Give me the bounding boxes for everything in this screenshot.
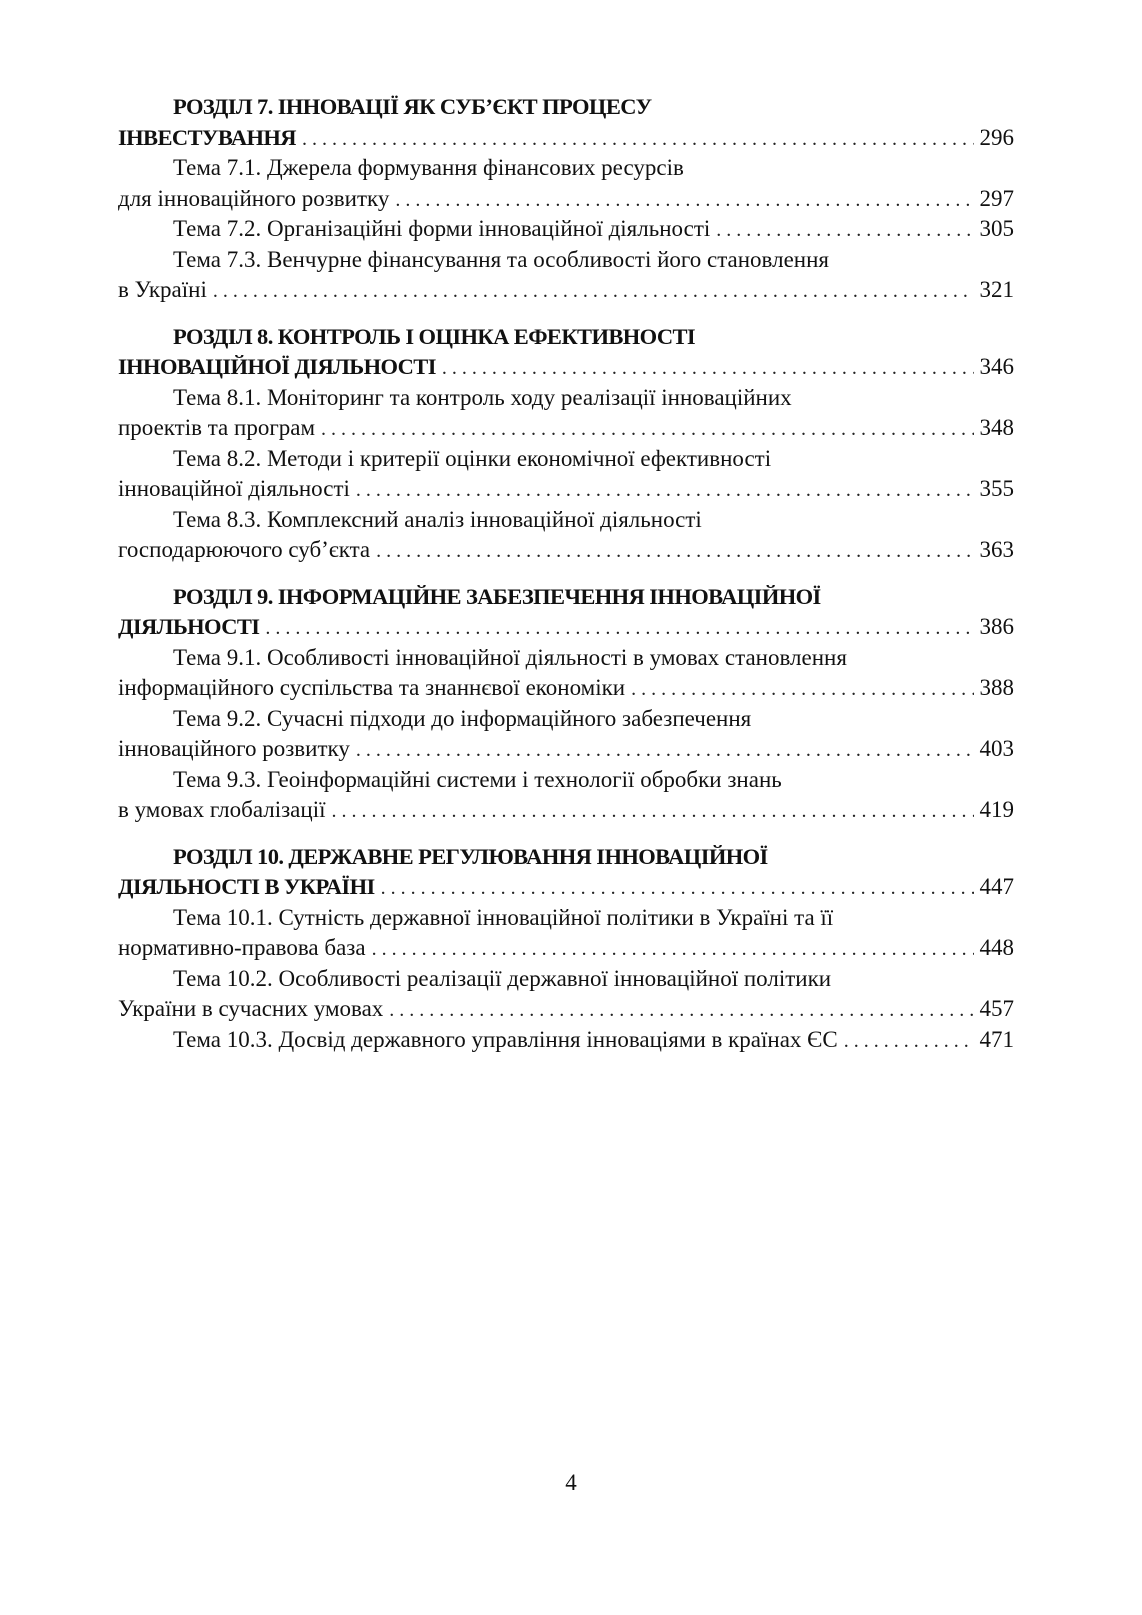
topic-title: Тема 8.2. Методи і критерії оцінки економічної ефективності	[173, 445, 772, 471]
toc-section-9	[118, 582, 1014, 826]
leader-dots	[442, 353, 974, 384]
section-title: РОЗДІЛ 8. КОНТРОЛЬ І ОЦІНКА ЕФЕКТИВНОСТІ	[173, 323, 696, 349]
leader-dots	[213, 276, 974, 307]
toc-entry[interactable]: Тема 10.3. Досвід державного управління інноваціями в країнах ЄС . . . 471	[118, 1025, 1014, 1056]
section-title: РОЗДІЛ 9. ІНФОРМАЦІЙНЕ ЗАБЕЗПЕЧЕННЯ ІННОВАЦІЙНОЇ	[173, 583, 821, 609]
leader-dots	[356, 475, 974, 506]
topic-title: Тема 9.2. Сучасні підходи до інформаційного забезпечення	[173, 705, 752, 731]
leader-dots	[389, 995, 973, 1026]
leader-dots	[844, 1026, 974, 1057]
topic-title: Тема 7.1. Джерела формування фінансових ресурсів	[173, 155, 684, 180]
toc-entry[interactable]: ІНВЕСТУВАННЯ . . . 296	[118, 123, 1014, 154]
toc-entry[interactable]: проектів та програм . . . 348	[118, 413, 1014, 444]
toc-section-7	[118, 92, 1014, 306]
topic-title: Тема 9.1. Особливості інноваційної діяльності в умовах становлення	[173, 644, 847, 670]
toc-section-10	[118, 842, 1014, 1056]
page-number: 4	[565, 1470, 577, 1495]
page-ref: 448	[979, 935, 1014, 960]
page-ref: 363	[979, 537, 1014, 562]
page-ref: 403	[979, 736, 1014, 761]
page-ref: 419	[979, 797, 1014, 822]
page-ref: 305	[979, 216, 1014, 241]
page-ref: 388	[979, 675, 1014, 700]
toc-entry[interactable]: інформаційного суспільства та знаннєвої економіки . . . 388	[118, 673, 1014, 704]
topic-title: Тема 9.3. Геоінформаційні системи і технології обробки знань	[173, 766, 782, 792]
toc-entry[interactable]: ДІЯЛЬНОСТІ . . . 386	[118, 612, 1014, 643]
topic-title: Тема 8.1. Моніторинг та контроль ходу реалізації інноваційних	[173, 384, 792, 410]
toc-section-8	[118, 322, 1014, 566]
leader-dots	[356, 735, 974, 766]
toc-entry[interactable]: України в сучасних умовах . . . 457	[118, 994, 1014, 1025]
topic-title: Тема 7.3. Венчурне фінансування та особливості його становлення	[173, 246, 829, 272]
page-ref: 297	[979, 185, 1014, 211]
section-title: РОЗДІЛ 7. ІННОВАЦІЇ ЯК СУБ’ЄКТ ПРОЦЕСУ	[173, 94, 652, 119]
leader-dots	[265, 613, 973, 644]
leader-dots	[302, 124, 974, 155]
page-ref: 386	[979, 614, 1014, 639]
toc-entry[interactable]: ІННОВАЦІЙНОЇ ДІЯЛЬНОСТІ . . . 346	[118, 352, 1014, 383]
page-ref: 296	[979, 124, 1014, 150]
toc-entry[interactable]: для інноваційного розвитку . . . 297	[118, 184, 1014, 215]
toc-entry[interactable]: в Україні . . . 321	[118, 275, 1014, 306]
leader-dots	[372, 934, 974, 965]
section-title: РОЗДІЛ 10. ДЕРЖАВНЕ РЕГУЛЮВАННЯ ІННОВАЦІЙНОЇ	[173, 843, 768, 869]
leader-dots	[631, 674, 973, 705]
leader-dots	[381, 873, 974, 904]
toc-entry[interactable]: інноваційного розвитку . . . 403	[118, 734, 1014, 765]
leader-dots	[395, 185, 973, 216]
toc-entry[interactable]: ДІЯЛЬНОСТІ В УКРАЇНІ . . . 447	[118, 872, 1014, 903]
page-ref: 471	[979, 1026, 1014, 1052]
toc-entry[interactable]: Тема 7.2. Організаційні форми інноваційної діяльності . . . 305	[118, 214, 1014, 245]
page-ref: 321	[979, 277, 1014, 302]
page-ref: 348	[979, 415, 1014, 440]
leader-dots	[321, 414, 973, 445]
leader-dots	[376, 536, 973, 567]
toc-entry[interactable]: в умовах глобалізації . . . 419	[118, 795, 1014, 826]
toc-entry[interactable]: господарюючого суб’єкта . . . 363	[118, 535, 1014, 566]
toc-entry[interactable]: нормативно-правова база . . . 448	[118, 933, 1014, 964]
leader-dots	[331, 796, 973, 827]
page-ref: 447	[979, 874, 1014, 899]
topic-title: Тема 8.3. Комплексний аналіз інноваційної діяльності	[173, 506, 702, 532]
page-ref: 346	[979, 354, 1014, 379]
table-of-contents	[118, 92, 1014, 1071]
page-ref: 457	[979, 996, 1014, 1021]
page-ref: 355	[979, 476, 1014, 501]
leader-dots	[716, 215, 973, 246]
topic-title: Тема 10.1. Сутність державної інноваційної політики в Україні та її	[173, 904, 834, 930]
topic-title: Тема 10.2. Особливості реалізації державної інноваційної політики	[173, 965, 832, 991]
toc-entry[interactable]: інноваційної діяльності . . . 355	[118, 474, 1014, 505]
